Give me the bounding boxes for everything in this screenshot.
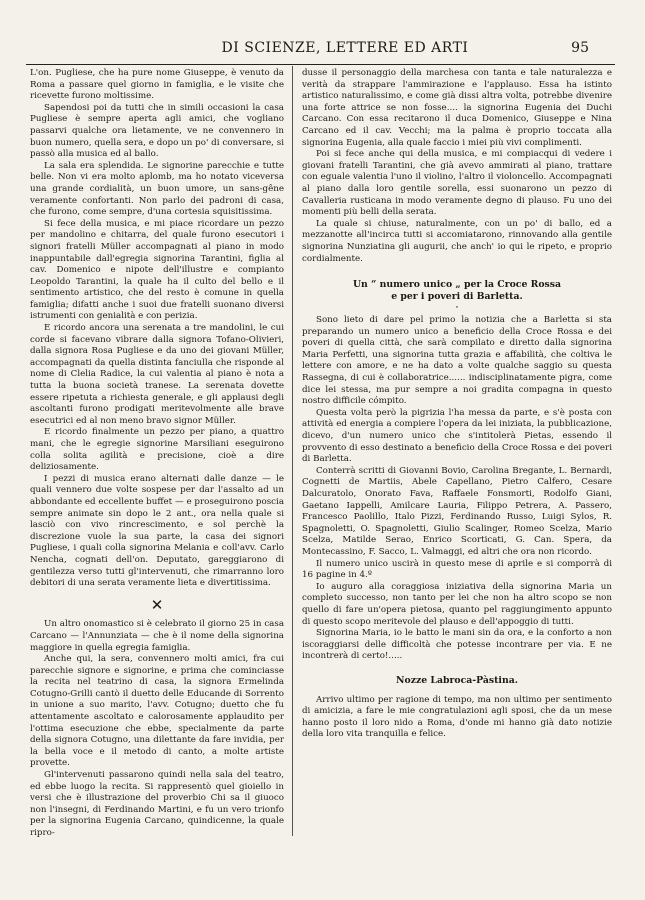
- right-column: [302, 68, 612, 741]
- section-headline: [302, 279, 612, 303]
- paragraph: Gl'intervenuti passarono quindi nella sala del teatro, ed ebbe luogo la recita. Si rappresentò quel gioiello in versi che è illustrazione del proverbio Chi sa il giuoco non l'insegni, di Ferdinando Martini, e fu un vero trionfo per la signorina Eugenia Carcano, quindicenne, la quale ripro-: [30, 770, 284, 838]
- section-headline-nozze: Nozze Labroca-Pàstina.: [396, 674, 518, 686]
- paragraph: Conterrà scritti di Giovanni Bovio, Carolina Bregante, L. Bernardi, Cognetti de Martiis, Abele Capellano, Pietro Calfero, Cesare Dalcuratolo, Onorato Fava, Raffaele Fonsmorti, Rodolfo Giani, Gaetano Iappelli, Amilcare Lauria, Filippo Petrera, A. Passero, Francesco Paolillo, Italo Pizzi, Ferdinando Russo, Luigi Sylos, R. Spagnoletti, O. Spagnoletti, Giulio Scalinger, Romeo Scelza, Mario Scelza, Matilde Serao, Enrico Scorticati, G. Can. Spera, da Montecassino, F. Sacco, L. Valmaggi, ed altri che ora non ricordo.: [302, 465, 612, 557]
- section-separator-icon: ✕: [150, 595, 164, 614]
- headline-mark: ": [455, 306, 459, 314]
- header-title: DI SCIENZE, LETTERE ED ARTI: [221, 40, 469, 56]
- header-rule: [26, 64, 615, 65]
- paragraph: La quale si chiuse, naturalmente, con un po' di ballo, ed a mezzanotte all'incirca tutti si accomiatarono, rinnovando alla gentile signorina Nunziatina gli augurii, che anch' io qui le ripeto, e proprio cordialmente.: [302, 218, 612, 264]
- page-number: 95: [571, 40, 589, 56]
- left-column: [30, 68, 284, 840]
- paragraph: Poi si fece anche qui della musica, e mi compiacqui di vedere i giovani fratelli Tarantini, che già avevo ammirati al piano, trattare con eguale valentia l'uno il violino, l'altro il violoncello. Accompagnati al piano dalla loro gentile sorella, essi suonarono un pezzo di Cavalleria rusticana in modo veramente degno di plauso. Fu uno dei momenti più belli della serata.: [302, 149, 612, 218]
- paragraph: Arrivo ultimo per ragione di tempo, ma non ultimo per sentimento di amicizia, a fare le mie congratulazioni agli sposi, che da un mese hanno posto il loro nido a Roma, d'onde mi hanno già dato notizie della loro vita tranquilla e felice.: [302, 694, 612, 740]
- paragraph: L'on. Pugliese, che ha pure nome Giuseppe, è venuto da Roma a passare quel giorno in famiglia, e le visite che ricevette furono moltissime.: [30, 68, 284, 102]
- paragraph: Io auguro alla coraggiosa iniziativa della signorina Maria un completo successo, non tanto per lei che non ha altro scopo se non quello di fare un'opera pietosa, quanto pel raggiungimento appunto di questo scopo meritevole del plauso e dell'appoggio di tutti.: [302, 581, 612, 627]
- paragraph: E ricordo ancora una serenata a tre mandolini, le cui corde si facevano vibrare dalla signora Tofano-Olivieri, dalla signora Rosa Pugliese e da uno dei giovani Müller, accompagnati da quella distinta fanciulla che risponde al nome di Clelia Radice, la cui valentia al piano è nota a tutta la buona società tranese. La serenata dovette essere ripetuta a richiesta generale, e gli applausi degli ascoltanti furono prodigati meritevolmente alle brave esecutrici ed al non meno bravo signor Müller.: [30, 323, 284, 426]
- headline-line-2: e per i poveri di Barletta.: [391, 291, 523, 303]
- headline-line-1: Un “ numero unico „ per la Croce Rossa: [352, 279, 562, 291]
- paragraph: Anche qui, la sera, convennero molti amici, fra cui parecchie signore e signorine, e prima che cominciasse la recita nel teatrino di casa, la signora Ermelinda Cotugno-Grilli cantò il duetto delle Educande di Sorrento in unione a suo marito, l'avv. Cotugno; duetto che fu attentamente ascoltato e calorosamente applaudito per l'ottima esecuzione che ebbe, specialmente da parte della signora Cotugno, una dilettante da fare invidia, per la bella voce e il metodo di canto, a molte artiste provette.: [30, 654, 284, 769]
- paragraph: Sapendosi poi da tutti che in simili occasioni la casa Pugliese è sempre aperta agli amici, che vogliano passarvi qualche ora lietamente, ve ne convennero in buon numero, quella sera, e dopo un po' di conversare, si passò alla musica ed al ballo.: [30, 102, 284, 160]
- paragraph: La sala era splendida. Le signorine parecchie e tutte belle. Non vi era molto aplomb, ma ho notato viceversa una grande cordialità, un buon umore, un sans-gêne veramente confortanti. Non parlo dei padroni di casa, che furono, come sempre, d'una cortesia squisitissima.: [30, 160, 284, 218]
- paragraph: Il numero unico uscirà in questo mese di aprile e si comporrà di 16 pagine in 4.º: [302, 558, 612, 581]
- paragraph: Sono lieto di dare pel primo la notizia che a Barletta si sta preparando un numero unico a beneficio della Croce Rossa e dei poveri di quella città, che sarà compilato e diretto dalla signorina Maria Perfetti, una signorina tutta grazia e affabilità, che coltiva le lettere con amore, e ne ha dato a volte qualche saggio su questa Rassegna, di cui è collaboratrice...... indisciplinatamente pigra, come dice lei stessa, ma pur sempre a noi gradita compagna in questo nostro difficile cómpito.: [302, 315, 612, 407]
- running-header: [0, 40, 645, 62]
- paragraph: Un altro onomastico si è celebrato il giorno 25 in casa Carcano — l'Annunziata — che è il nome della signorina maggiore in quella egregia famiglia.: [30, 619, 284, 653]
- paragraph: E ricordo finalmente un pezzo per piano, a quattro mani, che le egregie signorine Marsiliani eseguirono colla solita agilità e precisione, cioè a dire deliziosamente.: [30, 427, 284, 473]
- paragraph: I pezzi di musica erano alternati dalle danze — le quali vennero due volte sospese per dar l'assalto ad un abbondante ed eccellente buffet — e proseguirono poscia sempre animate sin dopo le 2 ant., ora nella quale si lasciò con vivo rincrescimento, e sol perchè la discrezione vuole la sua parte, la casa dei signori Pugliese, i quali colla signorina Melania e coll'avv. Carlo Nencha, cognati dell'on. Deputato, gareggiarono di gentilezza verso tutti gl'intervenuti, che rimarranno loro debitori di una serata veramente lieta e divertitissima.: [30, 473, 284, 589]
- paragraph: Questa volta però la pigrizia l'ha messa da parte, e s'è posta con attività ed energia a compiere l'opera da lei iniziata, la pubblicazione, dicevo, d'un numero unico che s'intitolerà Pietas, essendo il provvento di esso destinato a beneficio della Croce Rossa e dei poveri di Barletta.: [302, 407, 612, 465]
- column-divider: [292, 66, 293, 836]
- paragraph: dusse il personaggio della marchesa con tanta e tale naturalezza e verità da strappare l'ammirazione e l'applauso. Essa ha istinto artistico naturalissimo, e come già dissi altra volta, potrebbe divenire una forte attrice se non fosse.... la signorina Eugenia dei Duchi Carcano. Con essa recitarono il duca Domenico, Giuseppe e Nina Carcano ed il cav. Vecchi; ma la palma è proprio toccata alla signorina Eugenia, alla quale faccio i miei più vivi complimenti.: [302, 68, 612, 148]
- paragraph: Signorina Maria, io le batto le mani sin da ora, e la conforto a non iscoraggiarsi delle difficoltà che potesse incontrare per via. E ne incontrerà di certo!.....: [302, 628, 612, 662]
- paragraph: Si fece della musica, e mi piace ricordare un pezzo per mandolino e chitarra, del quale furono esecutori i signori fratelli Müller accompagnati al piano in modo inappuntabile dall'egregia signorina Tarantini, figlia al cav. Domenico e nipote dell'illustre e compianto Leopoldo Tarantini, la quale ha il culto del bello e il sentimento artistico, che del resto è comune in quella famiglia; difatti anche i suoi due fratelli suonano diversi istrumenti con genialità e con perizia.: [30, 218, 284, 322]
